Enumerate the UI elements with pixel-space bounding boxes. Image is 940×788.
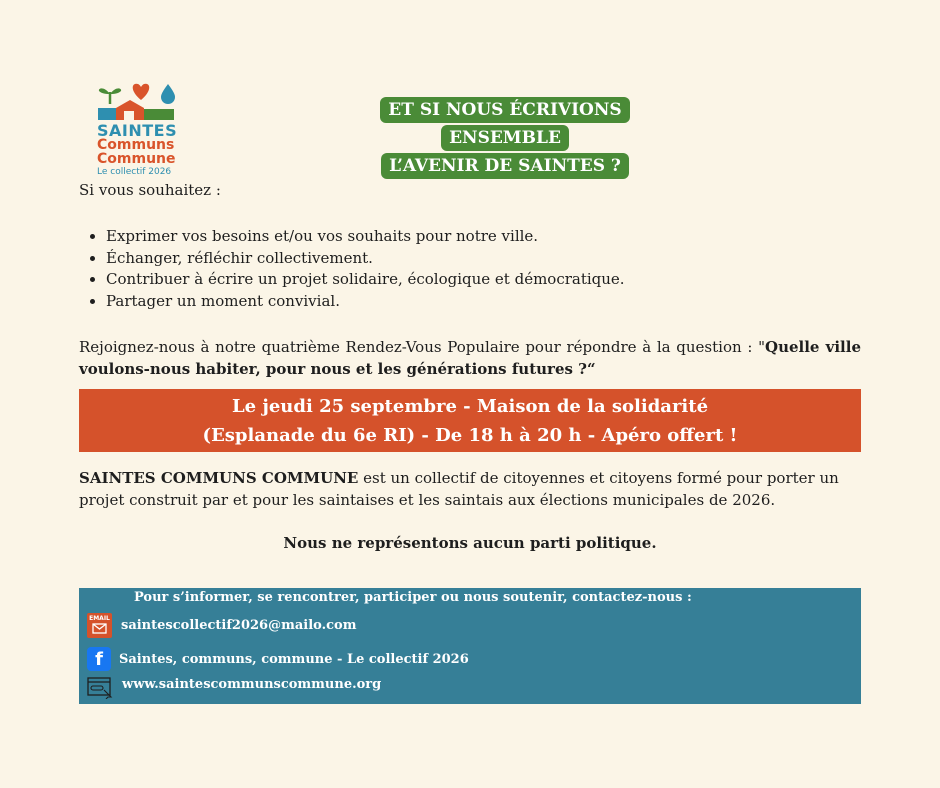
collectif-logo xyxy=(92,82,184,178)
logo-subtitle-1: Communs xyxy=(97,137,175,153)
email-link[interactable]: saintescollectif2026@mailo.com xyxy=(121,618,357,633)
invitation-text: Rejoignez-nous à notre quatrième Rendez-Vous Populaire pour répondre à la question : " xyxy=(79,338,766,356)
collective-name: SAINTES COMMUNS COMMUNE xyxy=(79,469,359,487)
contact-box xyxy=(79,588,861,704)
intro-text: Si vous souhaitez : xyxy=(79,181,221,199)
non-partisan-statement: Nous ne représentons aucun parti politique. xyxy=(283,534,657,552)
website-link[interactable]: www.saintescommunscommune.org xyxy=(122,676,382,692)
browser-icon xyxy=(87,677,113,699)
contact-intro: Pour s’informer, se rencontrer, participer ou nous soutenir, contactez-nous : xyxy=(134,590,692,605)
facebook-row[interactable] xyxy=(87,647,469,671)
wishes-list xyxy=(79,226,625,312)
list-item: • Partager un moment convivial. xyxy=(106,291,625,313)
event-banner xyxy=(79,389,861,452)
headline xyxy=(340,96,670,180)
event-date-place: Le jeudi 25 septembre - Maison de la solidarité xyxy=(231,396,709,417)
list-item: • Exprimer vos besoins et/ou vos souhaits pour notre ville. xyxy=(106,226,625,248)
headline-line-1: ET SI NOUS ÉCRIVIONS ENSEMBLE xyxy=(380,97,629,151)
logo-subtitle-2: Commune xyxy=(97,151,176,167)
email-icon xyxy=(87,613,112,638)
collective-description xyxy=(79,467,861,511)
website-row[interactable] xyxy=(87,677,381,699)
collective-text: est un collectif de citoyennes et citoyens formé pour porter un projet construit par et pour les saintaises et les saintais aux élections municipales de 2026. xyxy=(79,469,839,509)
list-item: • Contribuer à écrire un projet solidaire, écologique et démocratique. xyxy=(106,269,625,291)
email-icon-label: EMAIL xyxy=(89,615,110,622)
facebook-link[interactable]: Saintes, communs, commune - Le collectif 2026 xyxy=(119,651,469,667)
logo-tagline: Le collectif 2026 xyxy=(97,167,172,177)
invitation-question: Quelle ville voulons-nous habiter, pour nous et les générations futures ?“ xyxy=(79,338,861,378)
logo-title: SAINTES xyxy=(97,121,178,140)
invitation-paragraph xyxy=(79,336,861,380)
logo-emblem-icon xyxy=(96,82,178,122)
email-row[interactable] xyxy=(87,613,356,638)
event-time-details: (Esplanade du 6e RI) - De 18 h à 20 h - Apéro offert ! xyxy=(202,425,738,446)
headline-line-2: L’AVENIR DE SAINTES ? xyxy=(381,153,629,179)
list-item: • Échanger, réfléchir collectivement. xyxy=(106,248,625,270)
facebook-icon: f xyxy=(87,647,111,671)
